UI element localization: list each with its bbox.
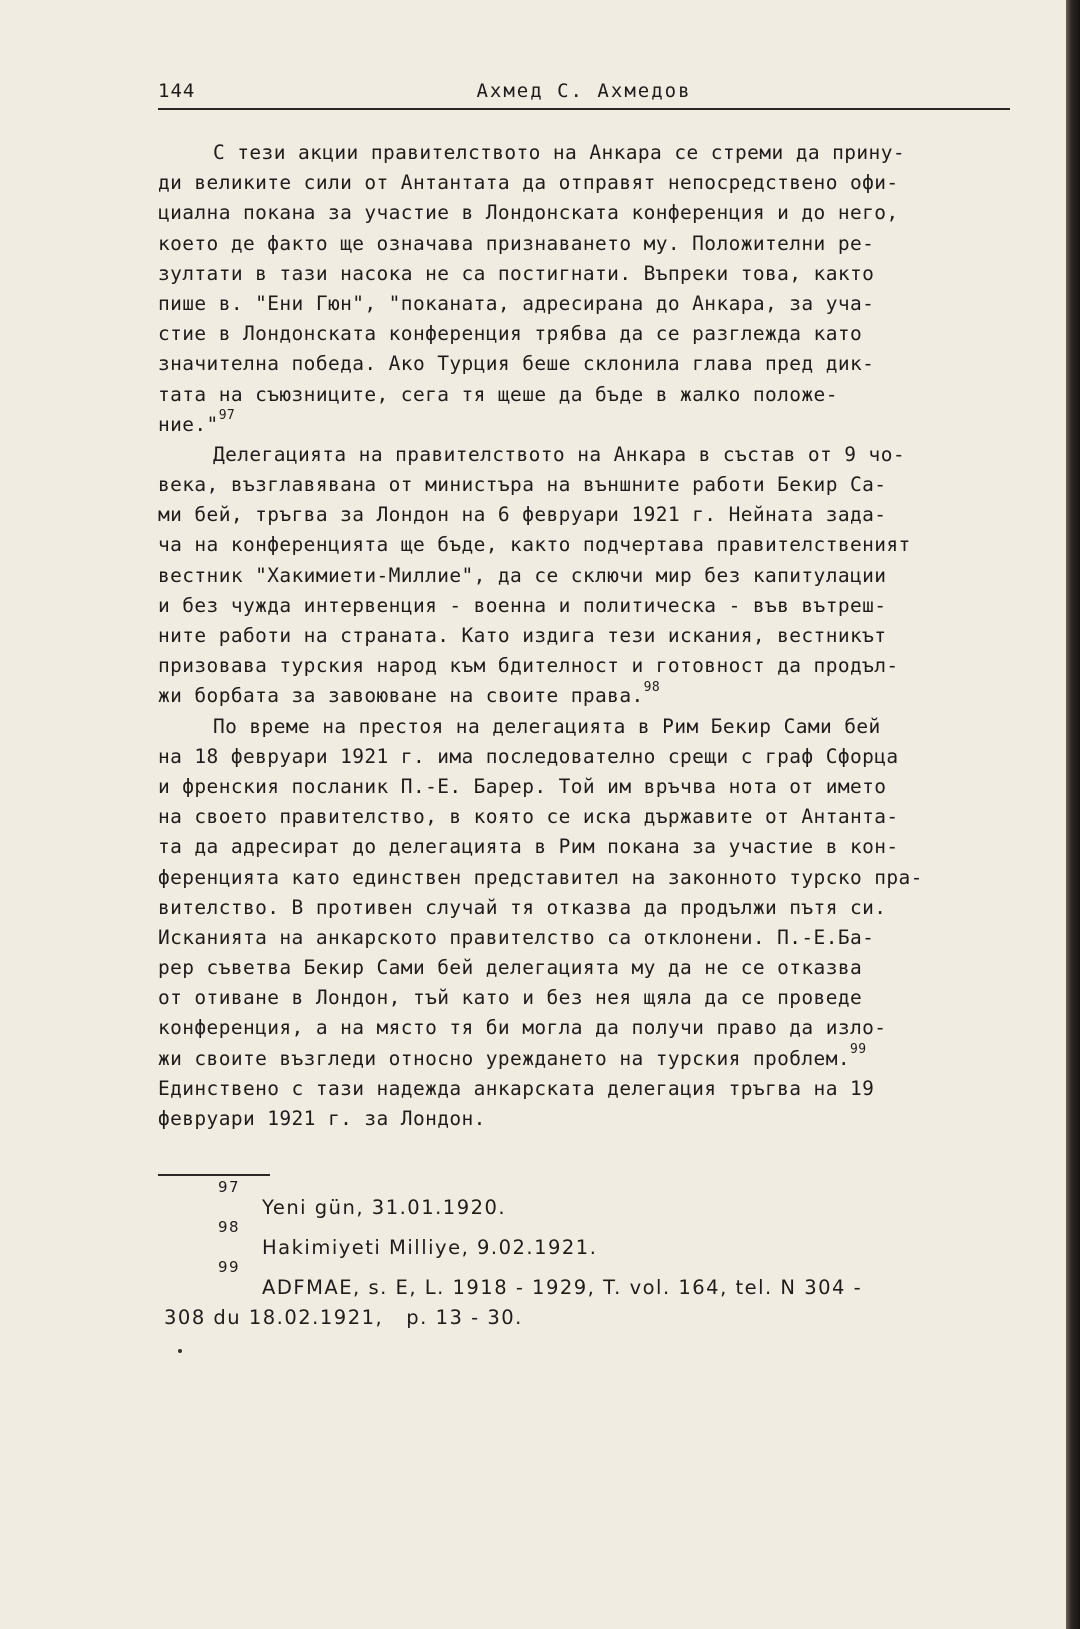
note-ref-98: 98 <box>643 679 661 695</box>
page-header <box>158 80 1010 110</box>
text-line: циална покана за участие в Лондонската конференция и до него, <box>158 201 899 225</box>
text-line: февруари 1921 г. за Лондон. <box>158 1107 486 1130</box>
text-line: Единствено с тази надежда анкарската делегация тръгва на 19 <box>158 1076 875 1100</box>
line-text: ние." <box>158 412 219 436</box>
text-line: века, възглавявана от министъра на външните работи Бекир Са- <box>158 473 887 497</box>
footnotes <box>158 1178 1018 1342</box>
page-number: 144 <box>158 80 196 102</box>
body-text <box>158 138 1018 1134</box>
text-line: тата на съюзниците, сега тя щеше да бъде в жалко положе- <box>158 382 838 406</box>
text-line: призовава турския народ към бдителност и готовност да продъл- <box>158 654 899 678</box>
text-line <box>158 681 1018 711</box>
footnote-rule <box>158 1174 270 1176</box>
footnote-98 <box>158 1218 1018 1268</box>
text-line: По време на престоя на делегацията в Рим Бекир Сами бей <box>213 714 881 738</box>
text-line: С тези акции правителството на Анкара се стреми да прину- <box>213 141 905 164</box>
text-line: на своето правителство, в която се иска държавите от Антанта- <box>158 805 899 829</box>
text-line: ните работи на страната. Като издига тези искания, вестникът <box>158 624 887 647</box>
line-text: жи своите възгледи относно уреждането на турския проблем. <box>158 1046 850 1070</box>
text-line: конференция, а на място тя би могла да получи право да изло- <box>158 1016 887 1040</box>
text-line <box>158 410 1018 440</box>
footnote-mark: 99 <box>218 1258 241 1276</box>
text-line: стие в Лондонската конференция трябва да се разглежда като <box>158 322 863 346</box>
text-line: пише в. "Ени Гюн", "поканата, адресирана до Анкара, за уча- <box>158 291 875 315</box>
text-line: значителна победа. Ако Турция беше склонила глава пред дик- <box>158 352 875 376</box>
text-line: и френския посланик П.-Е. Барер. Той им връчва нота от името <box>158 774 887 798</box>
text-line: Делегацията на правителството на Анкара в състав от 9 чо- <box>213 442 905 466</box>
text-line: което де факто ще означава признаването му. Положителни ре- <box>158 231 875 255</box>
line-text: жи борбата за завоюване на своите права. <box>158 684 644 708</box>
running-head: Ахмед С. Ахмедов <box>476 80 692 102</box>
footnote-text: ADFMAE, s. E, L. 1918 - 1929, T. vol. 164, tel. N 304 - <box>262 1276 863 1299</box>
page-edge-shadow <box>1066 0 1080 1629</box>
print-speck <box>178 1349 182 1353</box>
text-line: ча на конференцията ще бъде, както подчертава правителственият <box>158 533 911 557</box>
footnote-99 <box>158 1258 1018 1306</box>
note-ref-99: 99 <box>849 1042 867 1058</box>
text-line: ми бей, тръгва за Лондон на 6 февруари 1921 г. Нейната зада- <box>158 503 887 527</box>
text-line: от отиване в Лондон, тъй като и без нея щяла да се проведе <box>158 986 863 1010</box>
text-line: зултати в тази насока не са постигнати. Въпреки това, както <box>158 261 875 285</box>
text-line <box>158 1044 1018 1074</box>
footnote-text: 308 du 18.02.1921, p. 13 - 30. <box>164 1306 523 1329</box>
text-line: на 18 февруари 1921 г. има последователно срещи с граф Сфорца <box>158 744 899 768</box>
footnote-text: Yeni gün, 31.01.1920. <box>262 1196 507 1219</box>
note-ref-97: 97 <box>218 408 236 424</box>
text-line: вителство. В противен случай тя отказва да продължи пътя си. <box>158 895 887 919</box>
text-line: ди великите сили от Антантата да отправят непосредствено офи- <box>158 171 899 195</box>
footnote-99-continuation <box>158 1306 1018 1342</box>
footnote-mark: 97 <box>218 1178 241 1196</box>
text-line: вестник "Хакимиети-Миллие", да се сключи мир без капитулации <box>158 563 887 587</box>
text-line: рер съветва Бекир Сами бей делегацията му да не се отказва <box>158 956 863 980</box>
text-line: и без чужда интервенция - военна и политическа - във вътреш- <box>158 593 887 617</box>
footnote-text: Hakimiyeti Milliye, 9.02.1921. <box>262 1236 598 1259</box>
text-line: та да адресират до делегацията в Рим покана за участие в кон- <box>158 835 899 859</box>
footnote-97 <box>158 1178 1018 1228</box>
footnote-mark: 98 <box>218 1218 241 1236</box>
text-line: ференцията като единствен представител на законното турско пра- <box>158 865 923 889</box>
text-line: Исканията на анкарското правителство са отклонени. П.-Е.Ба- <box>158 925 875 949</box>
